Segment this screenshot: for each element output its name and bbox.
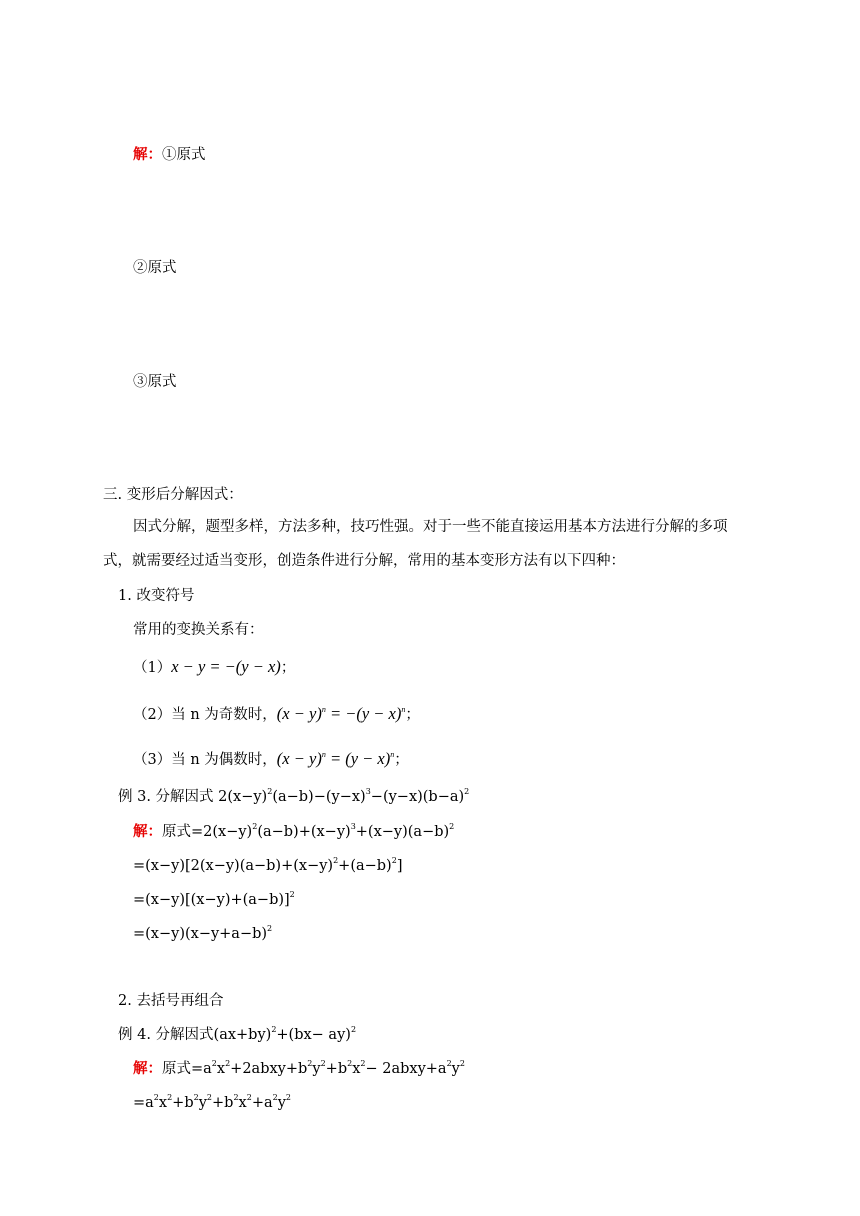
example-4-step-1	[133, 1059, 465, 1079]
solution-label: 解：	[133, 146, 162, 163]
rule-1-end: ；	[280, 660, 296, 676]
rule-1	[133, 657, 295, 678]
rule-1-label: （1）	[133, 660, 172, 676]
method-1-title: 1. 改变符号	[118, 588, 195, 604]
rule-3-label: （3）当 n 为偶数时，	[133, 752, 277, 768]
rule-2-end: ；	[405, 707, 420, 723]
solution-label: 解：	[133, 1060, 162, 1077]
rule-3-end: ；	[394, 752, 409, 768]
rule-2	[133, 704, 420, 725]
solution-3-text: ③原式	[133, 374, 177, 390]
rule-2-label: （2）当 n 为奇数时，	[133, 707, 277, 723]
rule-1-formula: x − y = −(y − x)	[171, 657, 281, 676]
paragraph-line-2: 式，就需要经过适当变形，创造条件进行分解，常用的基本变形方法有以下四种：	[103, 553, 625, 569]
example-3-step-1-text: 原式$=2(x-y)^2(a-b)+(x-y)^3+(x-y)(a-b)^2$	[162, 822, 455, 840]
method-2-title: 2. 去括号再组合	[118, 993, 224, 1009]
rule-3-formula: $(x - y)^n = (y - x)^n$	[276, 749, 395, 768]
example-3-title: 例 3. 分解因式 $2(x-y)^2(a-b)-(y-x)^3-(y-x)(b-a)^2$	[118, 787, 470, 805]
example-4-step-2: $=a^2x^2+b^2y^2+b^2x^2+a^2y^2$	[133, 1093, 291, 1111]
solution-1-text: ①原式	[162, 147, 206, 163]
example-3-step-2: $=(x-y)[2(x-y)(a-b)+(x-y)^2+(a-b)^2]$	[133, 856, 403, 874]
example-3-step-3: $=(x-y)[(x-y)+(a-b)]^2$	[133, 890, 295, 908]
rule-2-formula: $(x - y)^n = -(y - x)^n$	[276, 704, 406, 723]
solution-2-text: ②原式	[133, 260, 177, 276]
solution-1	[133, 145, 206, 165]
example-4-step-1-text: 原式$=a^2x^2+2abxy+b^2y^2+b^2x^2-$ $2abxy+a^2y^2$	[162, 1059, 465, 1077]
paragraph-line-1: 因式分解，题型多样，方法多种，技巧性强。对于一些不能直接运用基本方法进行分解的多项	[133, 519, 728, 535]
example-4-title: 例 4. 分解因式$(ax+by)^2+(bx- ay)^2$	[118, 1025, 357, 1043]
solution-label: 解：	[133, 823, 162, 840]
example-3-step-1	[133, 822, 454, 842]
section-heading: 三. 变形后分解因式：	[103, 487, 243, 503]
rule-3	[133, 749, 409, 770]
method-1-intro: 常用的变换关系有：	[133, 622, 264, 638]
example-3-step-4: $=(x-y)(x-y+a-b)^2$	[133, 924, 273, 942]
